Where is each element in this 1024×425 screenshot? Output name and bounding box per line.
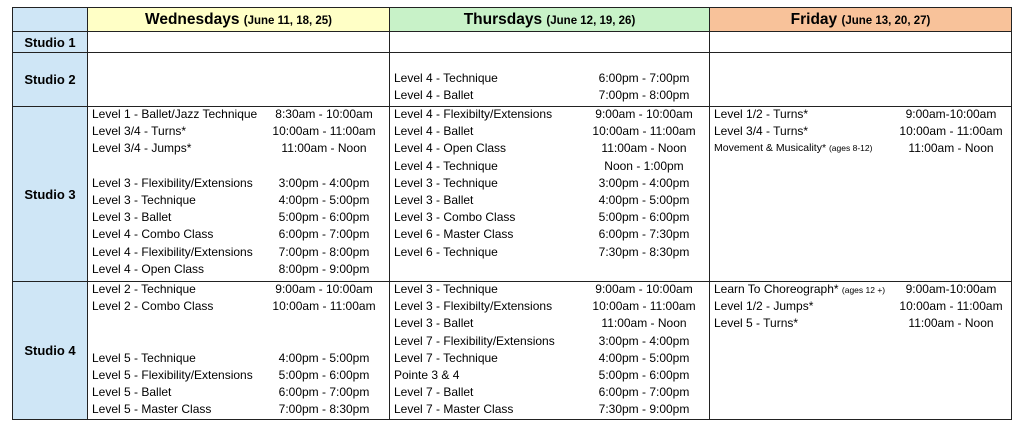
studio-1-row xyxy=(13,32,1012,53)
class-entry: Level 3/4 - Turns* 10:00am - 11:00am xyxy=(92,124,376,139)
studio-3-row xyxy=(13,107,1012,282)
class-entry: Level 3 - Ballet 4:00pm - 5:00pm xyxy=(394,193,690,207)
studio-4-wed-cell xyxy=(88,282,390,420)
class-entry: Level 7 - Flexibility/Extensions 3:00pm - 4:00pm xyxy=(394,333,690,348)
age-note: (ages 12 +) xyxy=(841,285,886,295)
corner-cell xyxy=(13,8,88,32)
age-note: (ages 8-12) xyxy=(828,143,873,154)
class-entry: Level 1 - Ballet/Jazz Technique 8:30am - 10:00am xyxy=(92,107,373,121)
studio-2-thu-cell xyxy=(390,53,710,107)
class-entry: Level 3/4 - Turns* 10:00am - 11:00am xyxy=(714,124,1003,139)
class-entry: Level 5 - Turns* 11:00am - Noon xyxy=(714,316,994,331)
date-range: (June 12, 19, 26) xyxy=(546,14,636,27)
class-entry: Level 3 - Flexibilty/Extensions 10:00am - 11:00am xyxy=(394,299,696,314)
class-entry: Level 4 - Ballet 10:00am - 11:00am xyxy=(394,124,696,139)
day-label: Thursdays xyxy=(463,10,543,28)
class-entry: Level 2 - Technique 9:00am - 10:00am xyxy=(92,282,373,296)
class-entry: Level 3 - Combo Class 5:00pm - 6:00pm xyxy=(394,210,690,225)
studio-3-thu-cell xyxy=(390,107,710,282)
studio-4-row xyxy=(13,282,1012,420)
class-entry: Level 4 - Technique Noon - 1:00pm xyxy=(394,158,684,173)
header-thursdays xyxy=(390,8,710,32)
class-entry: Level 7 - Ballet 6:00pm - 7:00pm xyxy=(394,385,690,400)
class-entry: Level 3/4 - Jumps* 11:00am - Noon xyxy=(92,141,367,156)
studio-1-thu-cell xyxy=(390,32,710,53)
studio-4-thu-cell xyxy=(390,282,710,420)
studio-label: Studio 3 xyxy=(13,107,88,282)
studio-2-wed-cell xyxy=(88,53,390,107)
studio-1-fri-cell xyxy=(710,32,1012,53)
studio-label: Studio 2 xyxy=(13,53,88,107)
class-entry: Level 4 - Open Class 11:00am - Noon xyxy=(394,141,687,156)
class-entry: Level 1/2 - Turns* 9:00am-10:00am xyxy=(714,107,997,121)
class-entry: Level 5 - Ballet 6:00pm - 7:00pm xyxy=(92,385,370,400)
class-entry: Level 4 - Flexibility/Extensions 7:00pm - 8:00pm xyxy=(92,244,370,259)
studio-3-wed-cell xyxy=(88,107,390,282)
class-name: Learn To Choreograph* xyxy=(714,282,839,296)
class-entry: Level 1/2 - Jumps* 10:00am - 11:00am xyxy=(714,299,1003,314)
class-entry: Level 3 - Flexibility/Extensions 3:00pm - 4:00pm xyxy=(92,175,370,190)
header-friday xyxy=(710,8,1012,32)
studio-label: Studio 1 xyxy=(13,32,88,53)
class-entry: Pointe 3 & 4 5:00pm - 6:00pm xyxy=(394,368,690,382)
class-entry: Level 4 - Combo Class 6:00pm - 7:00pm xyxy=(92,227,370,242)
studio-2-row xyxy=(13,53,1012,107)
class-entry: Level 7 - Technique 4:00pm - 5:00pm xyxy=(394,350,690,365)
class-entry: Level 6 - Master Class 6:00pm - 7:30pm xyxy=(394,227,690,242)
class-entry: Level 3 - Technique 9:00am - 10:00am xyxy=(394,282,693,296)
class-entry: Level 5 - Flexibility/Extensions 5:00pm - 6:00pm xyxy=(92,368,370,382)
class-entry: Level 5 - Technique 4:00pm - 5:00pm xyxy=(92,350,370,365)
class-entry: Level 4 - Open Class 8:00pm - 9:00pm xyxy=(92,261,370,276)
header-row xyxy=(13,8,1012,32)
day-label: Friday xyxy=(790,10,838,28)
class-entry: Level 6 - Technique 7:30pm - 8:30pm xyxy=(394,244,690,259)
schedule-table xyxy=(12,7,1012,420)
class-entry: Level 5 - Master Class 7:00pm - 8:30pm xyxy=(92,402,370,417)
studio-4-fri-cell xyxy=(710,282,1012,420)
date-range: (June 11, 18, 25) xyxy=(243,14,332,27)
studio-3-fri-cell xyxy=(710,107,1012,282)
class-entry: Level 3 - Ballet 5:00pm - 6:00pm xyxy=(92,210,370,225)
class-entry: Level 3 - Technique 3:00pm - 4:00pm xyxy=(394,175,690,190)
class-entry: Level 3 - Technique 4:00pm - 5:00pm xyxy=(92,193,370,207)
date-range: (June 13, 20, 27) xyxy=(841,14,931,27)
day-label: Wednesdays xyxy=(144,10,240,28)
studio-2-fri-cell xyxy=(710,53,1012,107)
class-entry: Level 4 - Technique 6:00pm - 7:00pm xyxy=(394,71,690,85)
class-entry: Level 4 - Ballet 7:00pm - 8:00pm xyxy=(394,88,690,103)
class-name: Movement & Musicality* xyxy=(714,142,827,155)
studio-label: Studio 4 xyxy=(13,282,88,420)
header-wednesdays xyxy=(88,8,390,32)
class-entry: Learn To Choreograph* (ages 12 +) 9:00am-10:00am xyxy=(714,282,997,296)
studio-1-wed-cell xyxy=(88,32,390,53)
class-entry: Level 7 - Master Class 7:30pm - 9:00pm xyxy=(394,402,690,417)
class-entry: Level 2 - Combo Class 10:00am - 11:00am xyxy=(92,299,376,314)
class-entry: Level 4 - Flexibilty/Extensions 9:00am - 10:00am xyxy=(394,107,693,121)
class-entry: Level 3 - Ballet 11:00am - Noon xyxy=(394,316,687,331)
class-entry: Movement & Musicality* (ages 8-12) 11:00am - Noon xyxy=(714,141,994,156)
